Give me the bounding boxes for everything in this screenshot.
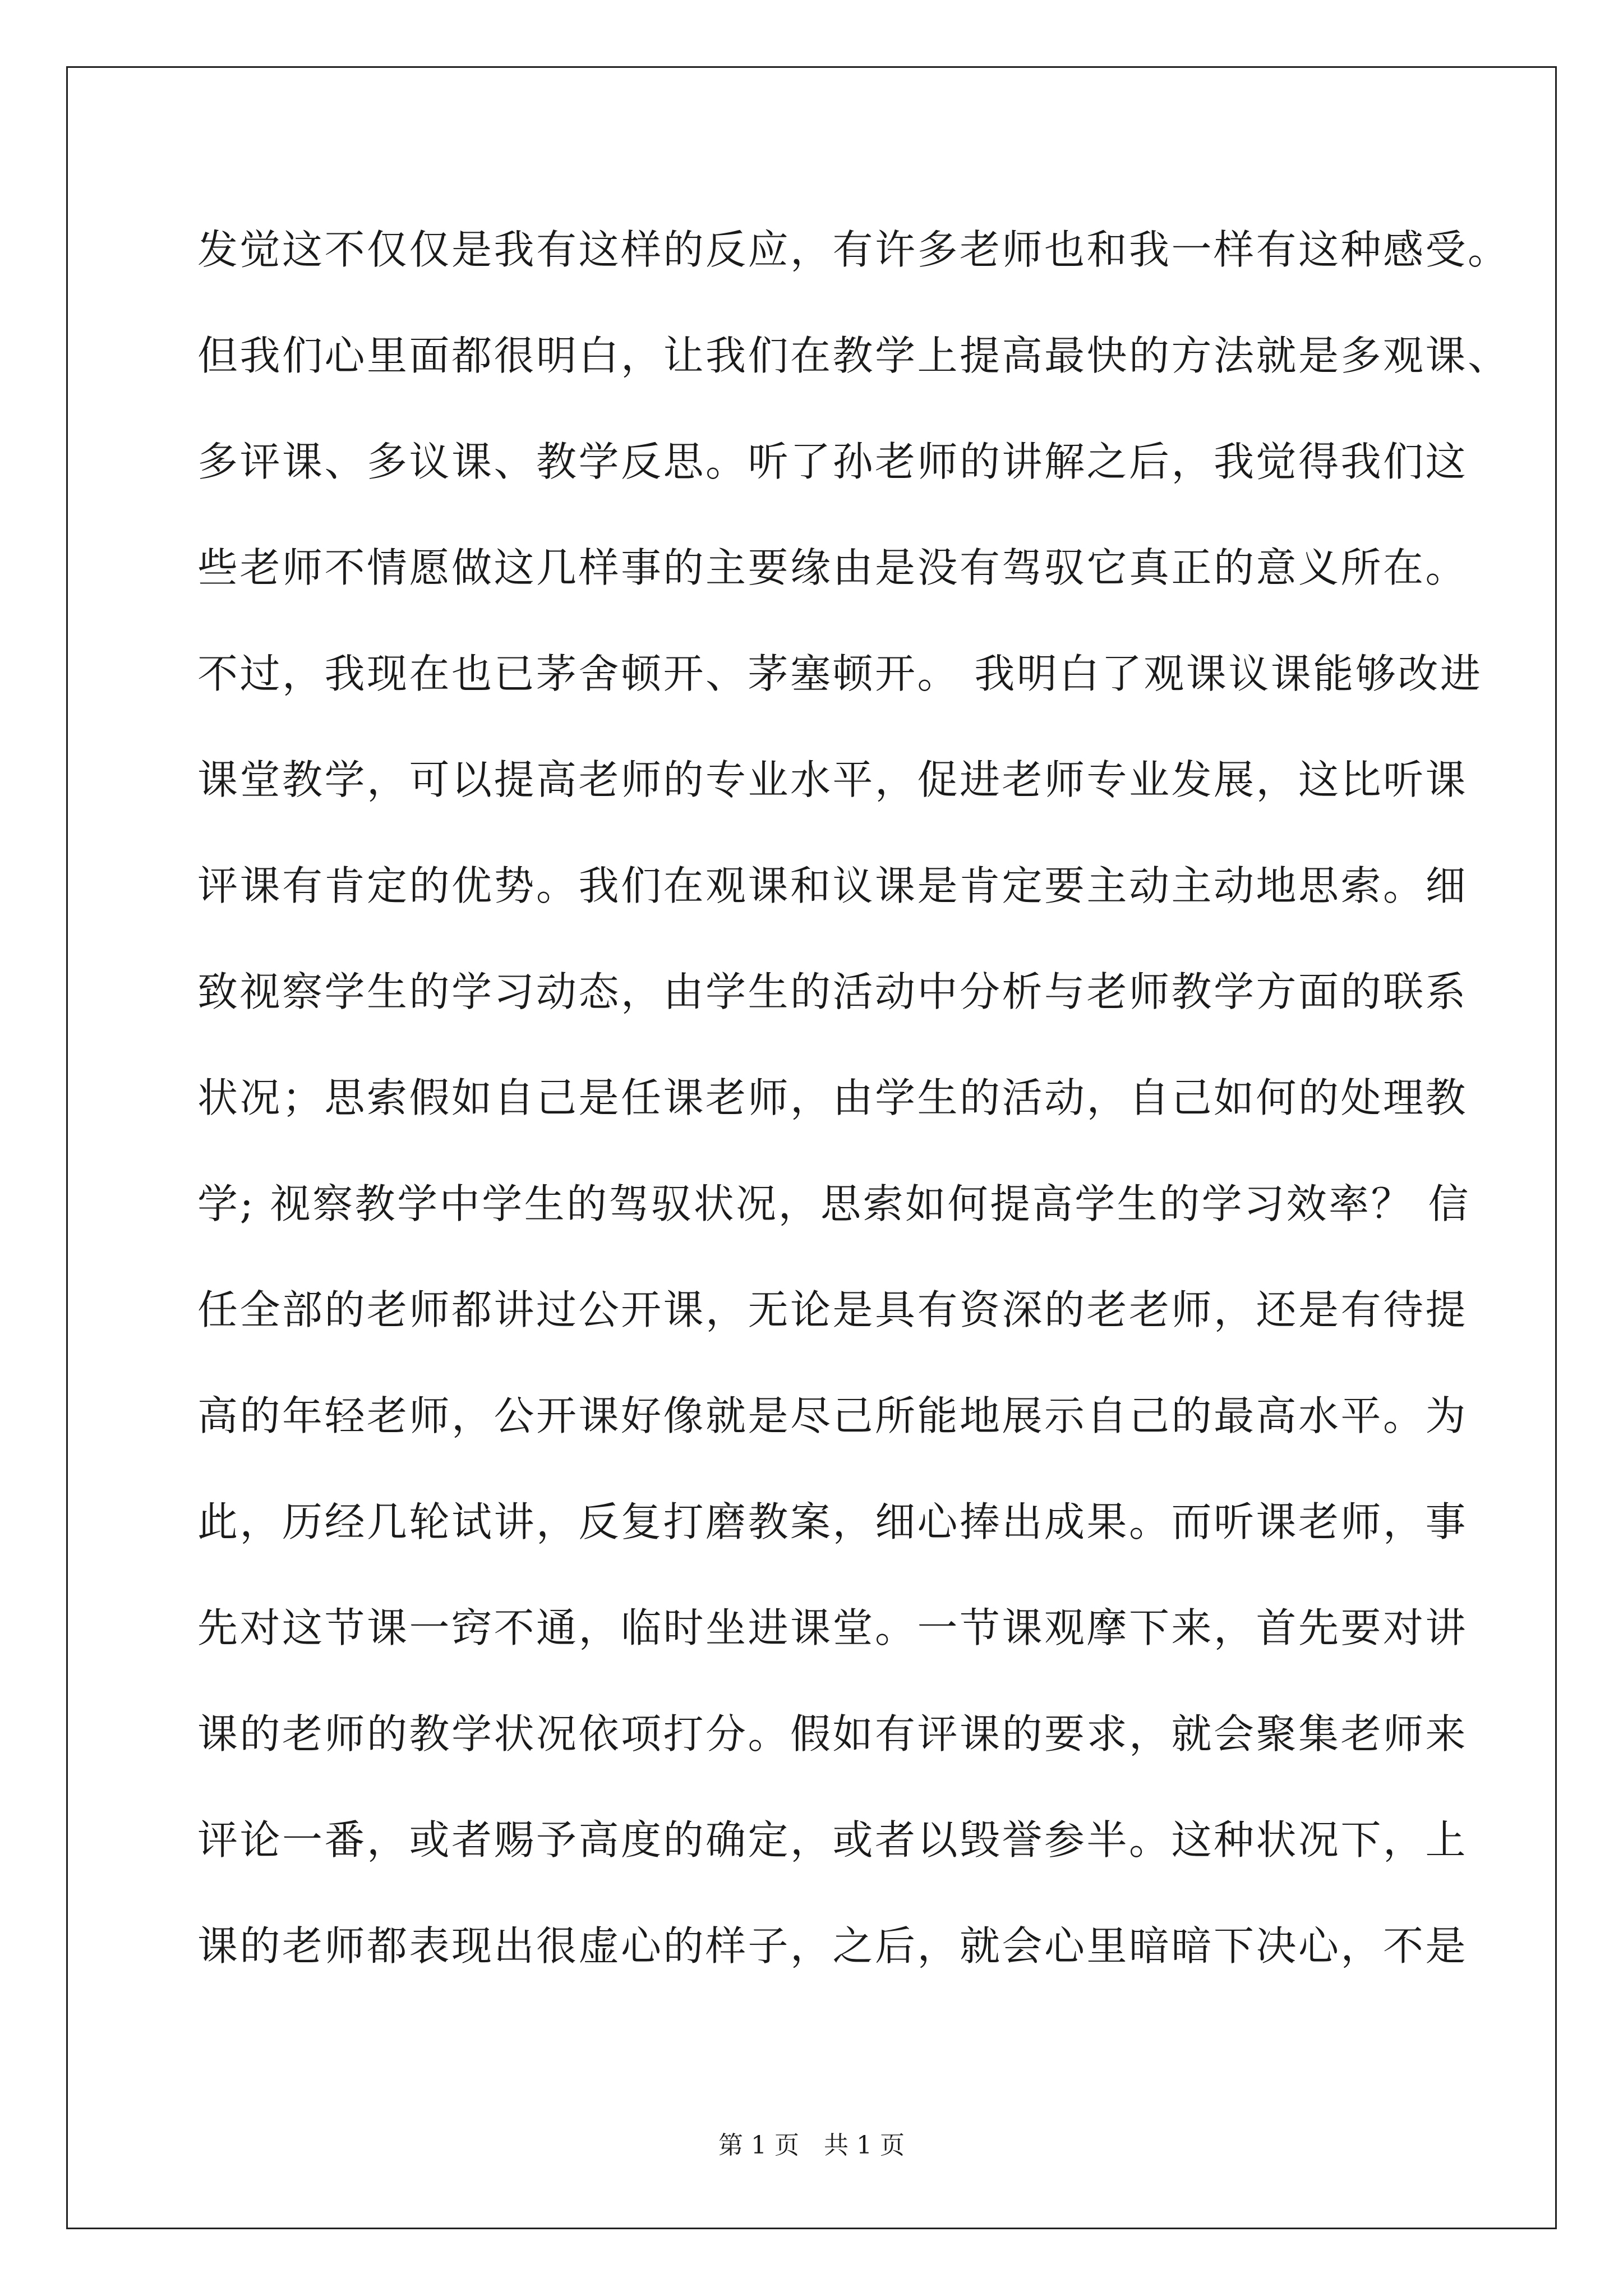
text-line: 评论一番，或者赐予高度的确定，或者以毁誉参半。这种状况下，上 bbox=[197, 1816, 1468, 1864]
text-line: 不过，我现在也已茅舍顿开、茅塞顿开。 我明白了观课议课能够改进 bbox=[197, 650, 1483, 697]
page-number-current: 第 1 页 bbox=[718, 2131, 799, 2160]
text-line: 状况；思索假如自己是任课老师，由学生的活动，自己如何的处理教 bbox=[197, 1074, 1468, 1121]
text-line: 高的年轻老师，公开课好像就是尽己所能地展示自己的最高水平。为 bbox=[197, 1392, 1468, 1439]
text-line: 些老师不情愿做这几样事的主要缘由是没有驾驭它真正的意义所在。 bbox=[197, 544, 1468, 591]
text-line: 学; 视察教学中学生的驾驭状况，思索如何提高学生的学习效率？ 信 bbox=[197, 1180, 1471, 1227]
page-number-total: 共 1 页 bbox=[824, 2131, 905, 2160]
text-line: 课的老师的教学状况依项打分。假如有评课的要求，就会聚集老师来 bbox=[197, 1710, 1468, 1757]
text-line: 评课有肯定的优势。我们在观课和议课是肯定要主动主动地思索。细 bbox=[197, 862, 1468, 909]
text-line: 课的老师都表现出很虚心的样子，之后，就会心里暗暗下决心，不是 bbox=[197, 1922, 1468, 1970]
text-line: 多评课、多议课、教学反思。听了孙老师的讲解之后，我觉得我们这 bbox=[197, 438, 1468, 485]
text-line: 致视察学生的学习动态，由学生的活动中分析与老师教学方面的联系 bbox=[197, 968, 1468, 1015]
document-body bbox=[197, 208, 1510, 2010]
text-line: 任全部的老师都讲过公开课，无论是具有资深的老老师，还是有待提 bbox=[197, 1286, 1468, 1333]
text-line: 发觉这不仅仅是我有这样的反应，有许多老师也和我一样有这种感受。 bbox=[197, 226, 1510, 273]
text-line: 此，历经几轮试讲，反复打磨教案，细心捧出成果。而听课老师，事 bbox=[197, 1498, 1468, 1545]
text-line: 但我们心里面都很明白，让我们在教学上提高最快的方法就是多观课、 bbox=[197, 332, 1510, 379]
text-line: 先对这节课一窍不通，临时坐进课堂。一节课观摩下来，首先要对讲 bbox=[197, 1604, 1468, 1651]
text-line: 课堂教学，可以提高老师的专业水平，促进老师专业发展，这比听课 bbox=[197, 756, 1468, 803]
page-footer bbox=[0, 2129, 1623, 2162]
